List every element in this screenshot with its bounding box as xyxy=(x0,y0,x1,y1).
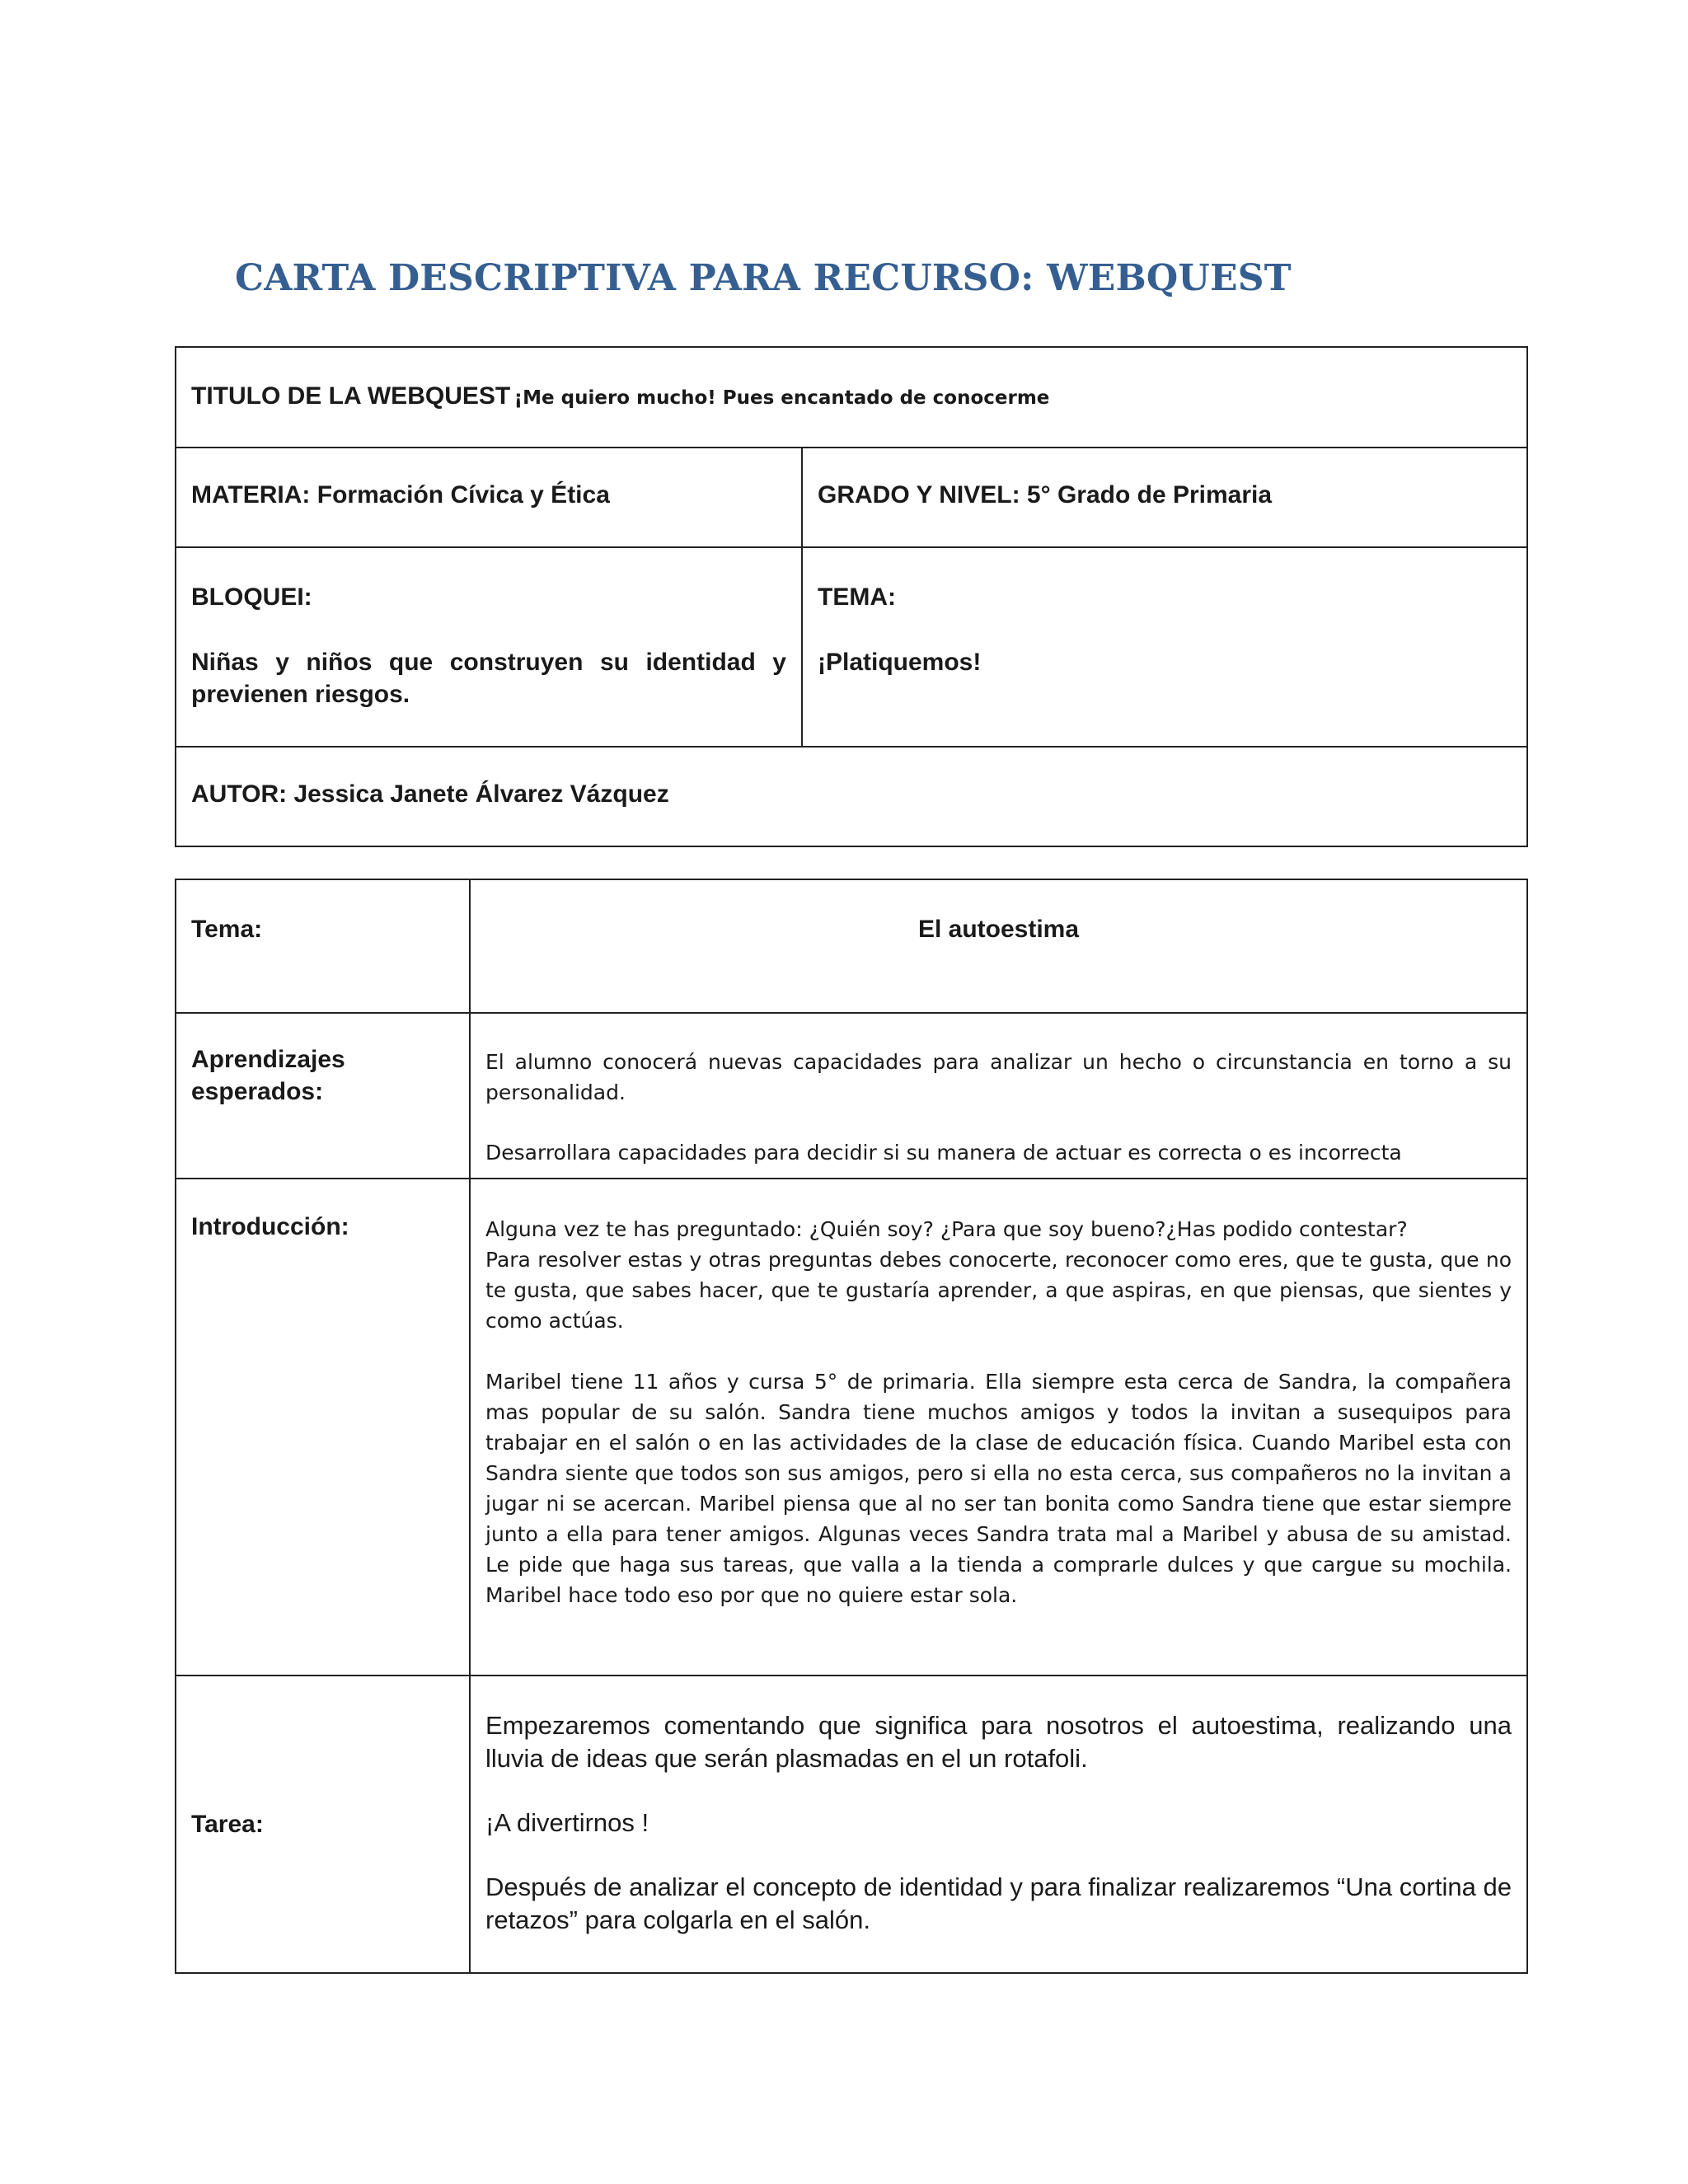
tema-value: ¡Platiquemos! xyxy=(818,649,982,676)
introduccion-label: Introducción: xyxy=(191,1213,349,1240)
grado-cell xyxy=(802,448,1527,547)
bloque-value: Niñas y niños que construyen su identidad y previenen riesgos. xyxy=(191,649,786,708)
tema-row-value: El autoestima xyxy=(917,916,1080,943)
tarea-value-cell xyxy=(470,1675,1527,1973)
document-title: CARTA DESCRIPTIVA PARA RECURSO: WEBQUEST xyxy=(235,257,1292,299)
bloque-tema-row xyxy=(176,547,1527,747)
tema-cell xyxy=(802,547,1527,747)
titulo-value: ¡Me quiero mucho! Pues encantado de conocerme xyxy=(513,387,1050,409)
tema-row-label: Tema: xyxy=(191,916,263,943)
introduccion-value-cell xyxy=(470,1179,1527,1675)
materia-text: MATERIA: Formación Cívica y Ética xyxy=(191,481,610,509)
materia-cell xyxy=(176,448,802,547)
aprendizajes-value-cell xyxy=(470,1013,1527,1179)
aprendizajes-label: Aprendizajes esperados: xyxy=(191,1046,345,1105)
tarea-label: Tarea: xyxy=(191,1811,264,1838)
tema-label-cell xyxy=(176,879,470,1013)
titulo-row xyxy=(176,347,1527,448)
bloque-label: BLOQUEI: xyxy=(191,583,312,611)
autor-cell xyxy=(176,747,1527,846)
aprendizajes-p2: Desarrollara capacidades para decidir si su manera de actuar es correcta o es incorrecta xyxy=(485,1141,1402,1165)
aprendizajes-p1: El alumno conocerá nuevas capacidades para analizar un hecho o circunstancia en torno a su personalidad. xyxy=(485,1050,1512,1104)
aprendizajes-row xyxy=(176,1013,1527,1179)
tarea-label-cell xyxy=(176,1675,470,1973)
tarea-p3: Después de analizar el concepto de identidad y para finalizar realizaremos “Una cortina de retazos” para colgarla en el salón. xyxy=(485,1872,1512,1934)
autor-text: AUTOR: Jessica Janete Álvarez Vázquez xyxy=(191,780,669,808)
tema-label: TEMA: xyxy=(818,583,896,611)
grado-text: GRADO Y NIVEL: 5° Grado de Primaria xyxy=(818,481,1273,509)
autor-row xyxy=(176,747,1527,846)
materia-grado-row xyxy=(176,448,1527,547)
tarea-p1: Empezaremos comentando que significa para nosotros el autoestima, realizando una lluvia de ideas que serán plasmadas en el un rotafoli. xyxy=(485,1711,1512,1773)
introduccion-p1-rest: Para resolver estas y otras preguntas debes conocerte, reconocer como eres, que te gusta, que no te gusta, que sabes hacer, que te gustaría aprender, a que aspiras, en que piensas, que sientes y como actúas. xyxy=(485,1248,1512,1333)
webquest-header-table xyxy=(175,346,1528,847)
aprendizajes-label-cell xyxy=(176,1013,470,1179)
introduccion-p2: Maribel tiene 11 años y cursa 5° de primaria. Ella siempre esta cerca de Sandra, la compañera mas popular de su salón. Sandra tiene muchos amigos y todos la invitan a susequipos para trabajar en el salón o en las actividades de la clase de educación física. Cuando Maribel esta con Sandra siente que todos son sus amigos, pero si ella no esta cerca, sus compañeros no la invitan a jugar ni se acercan. Maribel piensa que al no ser tan bonita como Sandra tiene que estar siempre junto a ella para tener amigos. Algunas veces Sandra trata mal a Maribel y abusa de su amistad. Le pide que haga sus tareas, que valla a la tienda a comprarle dulces y que cargue su mochila. Maribel hace todo eso por que no quiere estar sola. xyxy=(485,1370,1512,1607)
titulo-cell xyxy=(176,347,1527,448)
tema-row xyxy=(176,879,1527,1013)
introduccion-label-cell xyxy=(176,1179,470,1675)
bloque-cell xyxy=(176,547,802,747)
titulo-label: TITULO DE LA WEBQUEST xyxy=(191,382,511,410)
introduccion-row xyxy=(176,1179,1527,1675)
webquest-detail-table xyxy=(175,879,1528,1974)
tema-value-cell xyxy=(470,879,1527,1013)
introduccion-p1-line1: Alguna vez te has preguntado: ¿Quién soy? ¿Para que soy bueno?¿Has podido contestar? xyxy=(485,1217,1408,1241)
tarea-p2: ¡A divertirnos ! xyxy=(485,1808,649,1837)
tarea-row xyxy=(176,1675,1527,1973)
